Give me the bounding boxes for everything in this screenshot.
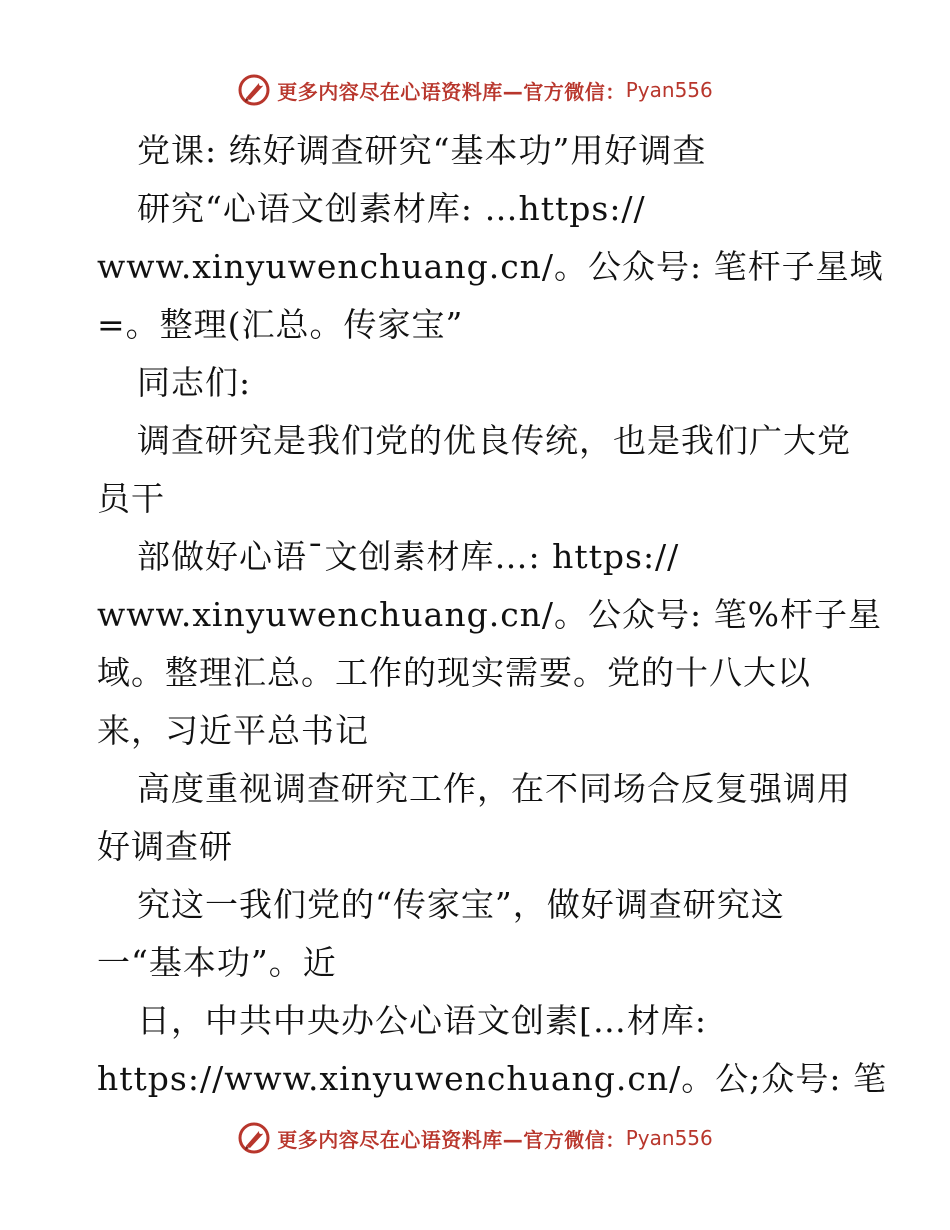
- text-line: www.xinyuwenchuang.cn/。公众号: 笔%杆子星: [97, 595, 883, 634]
- header-banner: [0, 70, 950, 110]
- text-line: 调查研究是我们党的优良传统，也是我们广大党: [137, 421, 851, 460]
- text-line: 党课: 练好调查研究“基本功”用好调查: [137, 131, 707, 170]
- text-line: =。整理(汇总。传家宝”: [97, 305, 464, 344]
- pen-logo-icon: [237, 1121, 271, 1155]
- banner-wechat-id: Pyan556: [625, 78, 713, 102]
- text-line: 一“基本功”。近: [97, 943, 337, 982]
- banner-text: 更多内容尽在心语资料库—官方微信：: [277, 79, 626, 104]
- text-line: 日，中共中央办公心语文创素[…材库:: [137, 1001, 707, 1040]
- text-line: 研究“心语文创素材库: …https://: [137, 189, 646, 228]
- banner-wechat-id: Pyan556: [625, 1126, 713, 1150]
- text-line: 同志们:: [137, 363, 252, 402]
- text-line: 员干: [97, 479, 165, 518]
- document-body: [97, 122, 887, 1108]
- text-line: 部做好心语¯文创素材库…: https://: [137, 537, 680, 576]
- text-line: www.xinyuwenchuang.cn/。公众号: 笔杆子星域: [97, 247, 884, 286]
- pen-logo-icon: [237, 73, 271, 107]
- text-line: https://www.xinyuwenchuang.cn/。公;众号: 笔: [97, 1059, 887, 1098]
- footer-banner: [0, 1118, 950, 1158]
- banner-text: 更多内容尽在心语资料库—官方微信：: [277, 1127, 626, 1152]
- text-line: 来，习近平总书记: [97, 711, 369, 750]
- text-line: 好调查研: [97, 827, 233, 866]
- text-line: 究这一我们党的“传家宝”，做好调查研究这: [137, 885, 785, 924]
- text-line: 域。整理汇总。工作的现实需要。党的十八大以: [97, 653, 811, 692]
- text-line: 高度重视调查研究工作，在不同场合反复强调用: [137, 769, 851, 808]
